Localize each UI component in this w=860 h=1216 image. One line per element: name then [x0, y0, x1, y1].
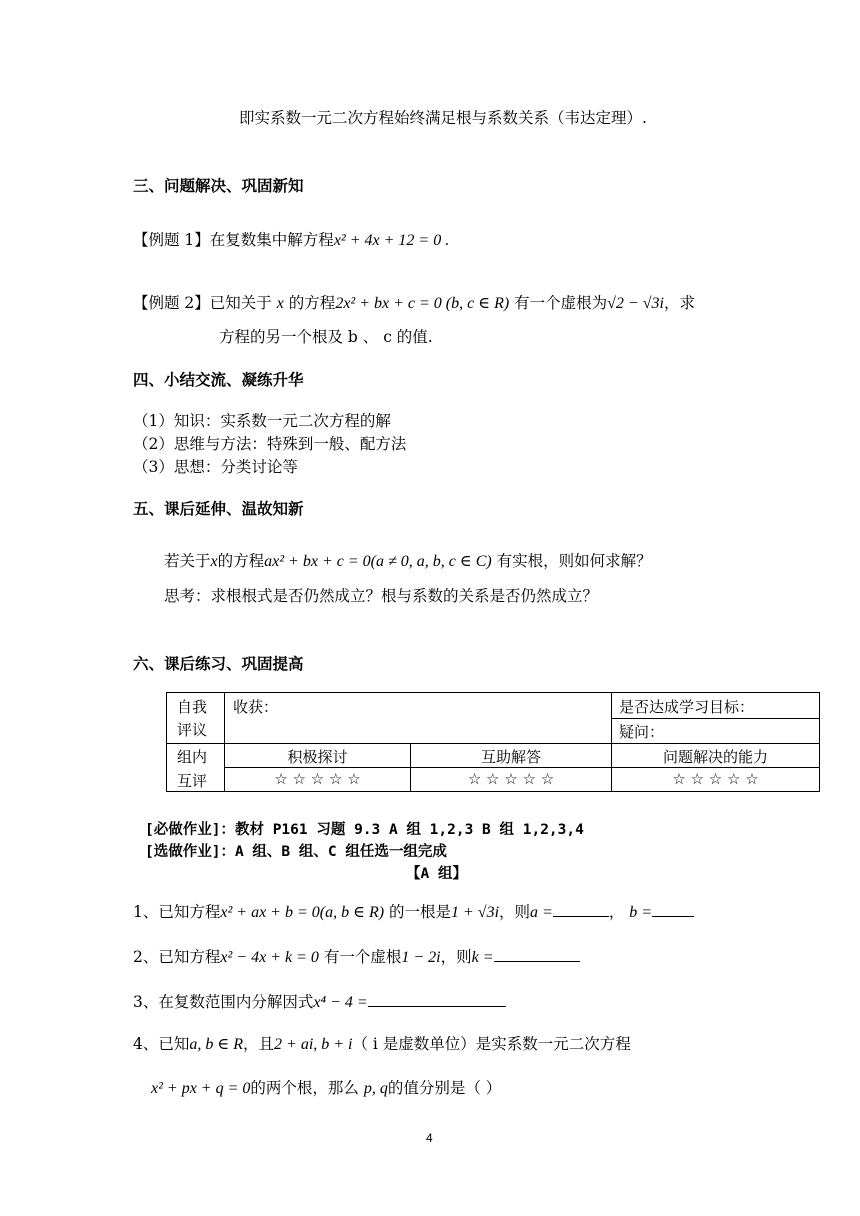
section-heading-3: 三、问题解决、巩固新知	[133, 177, 304, 195]
group-eval-label-2: 互评	[177, 772, 208, 790]
column-header-problem-solving: 问题解决的能力	[662, 748, 768, 766]
star-rating-discussion[interactable]: ☆ ☆ ☆ ☆ ☆	[274, 770, 361, 788]
star-rating-problem-solving[interactable]: ☆ ☆ ☆ ☆ ☆	[672, 770, 759, 788]
answer-blank-k[interactable]	[494, 947, 580, 962]
exercise-4-text-d: 的两个根，那么	[250, 1079, 359, 1097]
exercise-4-text: 4、已知	[133, 1035, 190, 1053]
exercise-2-equation: x² − 4x + k = 0	[220, 949, 319, 966]
example-2-label: 【例题 2】	[133, 294, 210, 312]
optional-homework: [选做作业]：A 组、B 组、C 组任选一组完成	[145, 844, 447, 860]
example-2	[133, 291, 695, 313]
self-eval-label-2: 评议	[177, 721, 208, 739]
page-number: 4	[426, 1131, 433, 1145]
answer-blank-a[interactable]	[553, 902, 609, 917]
exercise-1-b-var: b =	[629, 904, 653, 921]
evaluation-table	[166, 692, 820, 792]
summary-item: （2）思维与方法：特殊到一般、配方法	[133, 435, 407, 453]
exercise-2-root: 1 − 2i	[401, 949, 441, 966]
exercise-1-equation: x² + ax + b = 0(a, b ∈ R)	[220, 904, 385, 921]
exercise-4-text-b: ，且	[243, 1035, 275, 1053]
column-header-mutual-help: 互助解答	[480, 748, 541, 766]
example-2-text-d: ，求	[663, 294, 695, 312]
exercise-4-vars: a, b ∈ R	[189, 1036, 243, 1053]
exercise-4-text-c: （ i 是虚数单位）是实系数一元二次方程	[352, 1035, 631, 1053]
answer-blank-factor[interactable]	[368, 992, 506, 1007]
extension-line-2: 思考：求根根式是否仍然成立？根与系数的关系是否仍然成立？	[164, 587, 599, 605]
exercise-1-root: 1 + √3i	[451, 904, 500, 921]
exercise-1-text: 1、已知方程	[133, 903, 221, 921]
example-2-text-c: 有一个虚根为	[514, 294, 608, 312]
example-2-equation: 2x² + bx + c = 0 (b, c ∈ R)	[335, 295, 510, 312]
example-1-label: 【例题 1】	[133, 231, 210, 249]
exercise-4-equation: x² + px + q = 0	[151, 1080, 251, 1097]
exercise-3-expression: x⁴ − 4 =	[313, 994, 368, 1011]
exercise-1-text-b: 的一根是	[388, 903, 451, 921]
exercise-3-text: 3、在复数范围内分解因式	[133, 993, 314, 1011]
extension-var-x: x	[210, 553, 218, 570]
exercise-2	[133, 945, 580, 967]
example-1-equation: x² + 4x + 12 = 0 .	[333, 232, 450, 249]
table-divider	[224, 767, 819, 768]
column-header-discussion: 积极探讨	[287, 748, 348, 766]
exercise-4-pq: p, q	[363, 1080, 388, 1097]
self-eval-label-1: 自我	[177, 698, 208, 716]
example-2-var-x: x	[276, 295, 284, 312]
summary-item: （3）思想：分类讨论等	[133, 458, 298, 476]
section-heading-6: 六、课后练习、巩固提高	[133, 655, 304, 673]
example-2-line-2: 方程的另一个根及 b 、 c 的值.	[219, 328, 433, 346]
example-2-root: √2 − √3i	[607, 295, 664, 312]
intro-line: 即实系数一元二次方程始终满足根与系数关系（韦达定理）.	[239, 109, 647, 127]
exercise-2-k-var: k =	[471, 949, 494, 966]
summary-item: （1）知识：实系数一元二次方程的解	[133, 412, 391, 430]
exercise-4-roots: 2 + ai, b + i	[274, 1036, 353, 1053]
gains-label: 收获：	[233, 698, 279, 716]
example-2-text-a: 已知关于	[209, 294, 272, 312]
group-a-heading: 【A 组】	[406, 866, 467, 882]
exercise-1	[133, 900, 694, 922]
exercise-4-line-2	[151, 1076, 501, 1098]
questions-label: 疑问：	[619, 723, 665, 741]
required-homework: [必做作业]：教材 P161 习题 9.3 A 组 1,2,3 B 组 1,2,3,4	[145, 822, 584, 838]
exercise-2-text-b: 有一个虚根	[323, 948, 402, 966]
group-eval-label-1: 组内	[177, 748, 208, 766]
extension-text-a: 若关于	[164, 552, 211, 570]
exercise-1-a-var: a =	[530, 904, 553, 921]
star-rating-mutual-help[interactable]: ☆ ☆ ☆ ☆ ☆	[467, 770, 555, 788]
exercise-2-text-c: ，则	[440, 948, 472, 966]
example-1	[133, 228, 449, 250]
exercise-2-text: 2、已知方程	[133, 948, 221, 966]
table-divider	[611, 718, 819, 719]
answer-blank-b[interactable]	[652, 902, 694, 917]
extension-text-c: 有实根，则如何求解？	[496, 552, 652, 570]
extension-text-b: 的方程	[217, 552, 265, 570]
example-1-text: 在复数集中解方程	[209, 231, 334, 249]
example-2-text-b: 的方程	[288, 294, 336, 312]
exercise-4	[133, 1032, 631, 1054]
exercise-3	[133, 990, 506, 1012]
extension-line-1	[164, 549, 652, 571]
section-heading-4: 四、小结交流、凝练升华	[133, 371, 304, 389]
section-heading-5: 五、课后延伸、温故知新	[133, 500, 304, 518]
exercise-4-text-e: 的值分别是（ ）	[387, 1079, 502, 1097]
goal-reached-label: 是否达成学习目标：	[619, 698, 755, 716]
exercise-1-sep: ，	[608, 903, 625, 921]
table-divider	[167, 743, 819, 744]
extension-equation: ax² + bx + c = 0(a ≠ 0, a, b, c ∈ C)	[264, 553, 492, 570]
exercise-1-text-c: ，则	[499, 903, 531, 921]
